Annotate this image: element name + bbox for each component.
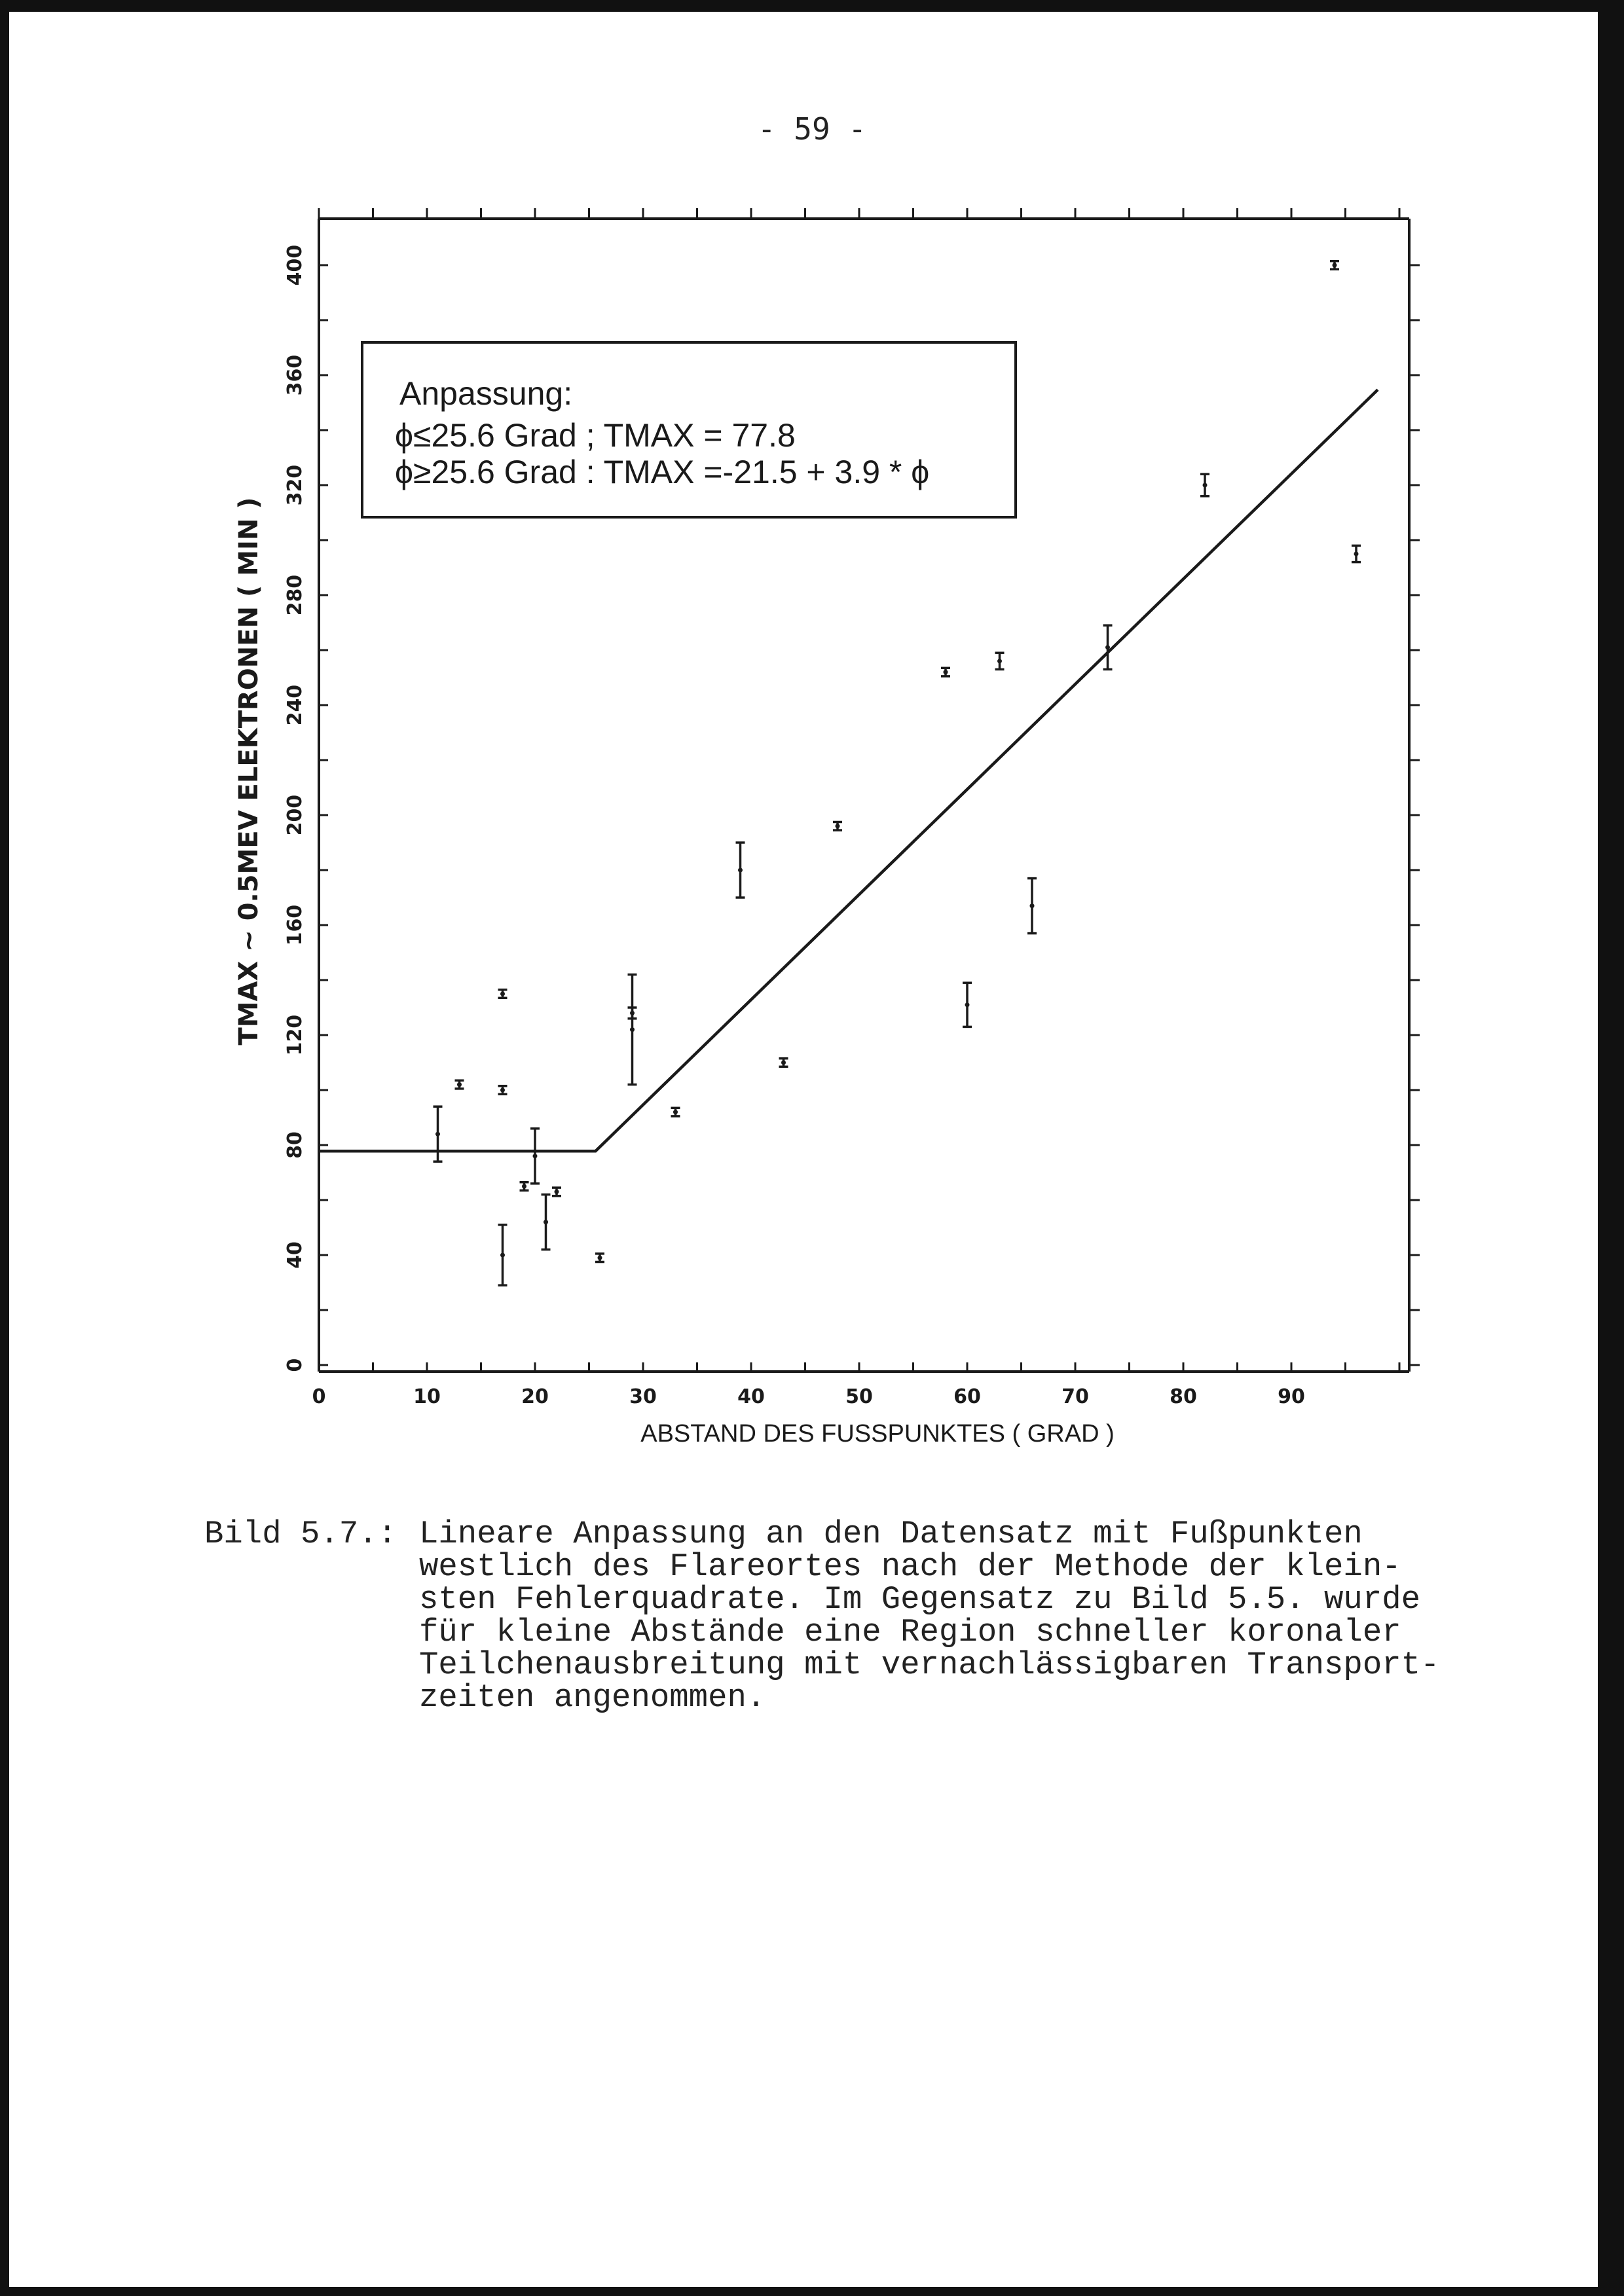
data-point (1103, 625, 1113, 669)
data-point-marker (944, 670, 948, 674)
x-tick-label: 80 (1170, 1385, 1197, 1408)
y-tick-label: 400 (284, 244, 306, 286)
caption-line: sten Fehlerquadrate. Im Gegensatz zu Bild 5.5. wurde (419, 1581, 1421, 1618)
page-number: - 59 - (757, 111, 867, 147)
y-tick-label: 360 (284, 354, 306, 396)
data-point-marker (598, 1256, 602, 1260)
data-point-marker (435, 1132, 440, 1137)
data-point (941, 668, 950, 676)
data-point (530, 1129, 540, 1184)
data-point (1200, 474, 1209, 496)
data-point (595, 1254, 604, 1262)
caption-line: für kleine Abstände eine Region schneller koronaler (419, 1614, 1401, 1650)
caption-line: Teilchenausbreitung mit vernachlässigbaren Transport- (419, 1647, 1440, 1683)
y-axis-label: TMAX ~ 0.5MEV ELEKTRONEN ( MIN ) (234, 497, 264, 1046)
y-tick-label: 240 (284, 684, 306, 726)
data-point (434, 1106, 443, 1161)
legend-line-1: ϕ≤25.6 Grad ; TMAX = 77.8 (395, 417, 796, 454)
x-tick-label: 0 (312, 1385, 326, 1408)
data-point (628, 975, 637, 1085)
data-point (995, 653, 1005, 669)
y-tick-label: 40 (284, 1241, 306, 1269)
x-tick-label: 40 (737, 1385, 765, 1408)
x-tick-label: 20 (521, 1385, 549, 1408)
y-tick-label: 280 (284, 574, 306, 616)
data-point (779, 1059, 788, 1067)
data-point-marker (500, 992, 505, 996)
legend-title: Anpassung: (399, 375, 573, 412)
caption-label: Bild 5.7.: (204, 1516, 397, 1552)
data-point-marker (1203, 483, 1208, 488)
data-point-marker (500, 1088, 505, 1093)
data-point (498, 1086, 507, 1095)
caption-line: zeiten angenommen. (419, 1679, 766, 1716)
data-point-marker (522, 1184, 526, 1189)
data-point (1330, 261, 1339, 270)
data-point-marker (836, 824, 840, 828)
data-point-marker (781, 1061, 786, 1065)
caption-text (419, 1518, 1439, 1714)
data-point (455, 1080, 464, 1089)
data-point (498, 990, 507, 998)
data-point (498, 1225, 507, 1285)
data-point (520, 1182, 529, 1191)
data-point-marker (997, 659, 1002, 663)
data-point-marker (1105, 645, 1110, 649)
data-point-marker (965, 1002, 970, 1007)
data-point-marker (1030, 903, 1035, 908)
data-point (542, 1195, 551, 1250)
data-point-marker (544, 1220, 548, 1224)
y-tick-label: 320 (284, 464, 306, 506)
caption-line: westlich des Flareortes nach der Methode der klein- (419, 1548, 1401, 1585)
y-tick-label: 0 (284, 1358, 306, 1372)
data-point (552, 1188, 561, 1196)
data-point-marker (1333, 263, 1337, 268)
x-axis-label: ABSTAND DES FUSSPUNKTES ( GRAD ) (640, 1420, 1115, 1448)
data-point (1352, 545, 1361, 562)
y-tick-label: 80 (284, 1131, 306, 1159)
data-point-marker (500, 1253, 505, 1258)
data-point (628, 1008, 637, 1019)
data-point (671, 1108, 680, 1116)
x-tick-label: 50 (845, 1385, 873, 1408)
caption-line: Lineare Anpassung an den Datensatz mit Fußpunkten (419, 1516, 1363, 1552)
x-tick-label: 60 (953, 1385, 981, 1408)
x-tick-label: 70 (1061, 1385, 1089, 1408)
data-point (833, 822, 842, 831)
y-tick-label: 200 (284, 794, 306, 836)
y-tick-label: 160 (284, 904, 306, 946)
data-point-marker (1354, 552, 1359, 556)
x-tick-label: 90 (1278, 1385, 1305, 1408)
data-point-marker (673, 1110, 678, 1114)
data-point (963, 983, 972, 1027)
x-tick-label: 30 (629, 1385, 657, 1408)
x-tick-label: 10 (413, 1385, 441, 1408)
data-point-marker (533, 1154, 538, 1158)
data-point-marker (738, 868, 743, 873)
data-point-marker (630, 1027, 635, 1032)
data-point-marker (555, 1190, 559, 1194)
y-tick-label: 120 (284, 1014, 306, 1056)
data-point (736, 843, 745, 898)
data-point (1027, 879, 1037, 934)
legend-line-2: ϕ≥25.6 Grad : TMAX =-21.5 + 3.9 * ϕ (395, 454, 930, 490)
data-point-marker (630, 1011, 635, 1015)
data-point-marker (457, 1082, 462, 1087)
